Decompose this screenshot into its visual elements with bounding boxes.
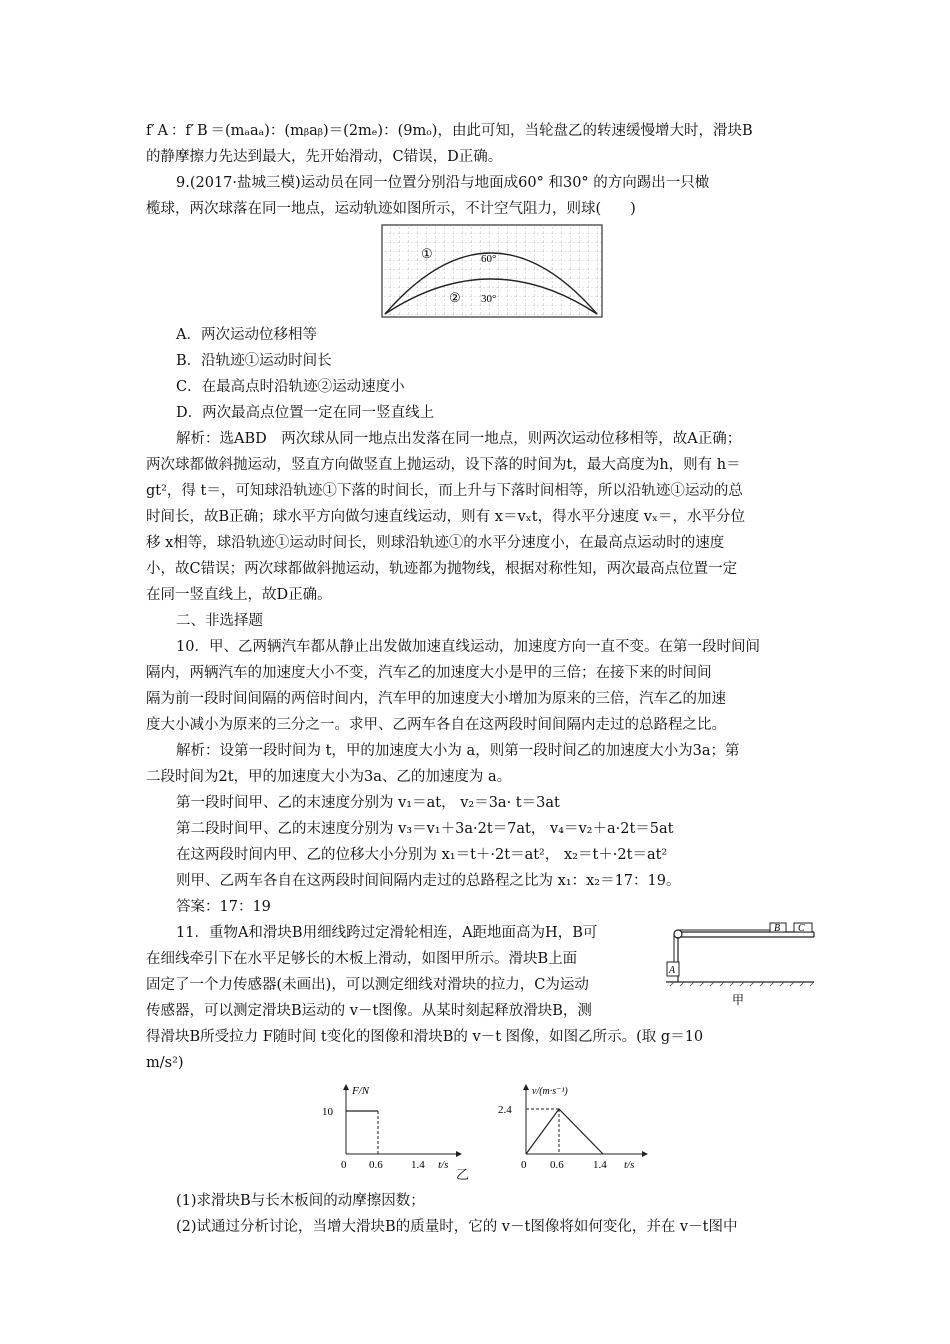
block-b-label: B [774,923,781,934]
velocity-curve [526,1109,603,1154]
x-axis-label: t/s [438,1159,449,1171]
question-10-stem: 隔为前一段时间间隔的两倍时间内，汽车甲的加速度大小增加为原来的三倍，汽车乙的加速 [146,691,726,707]
velocity-time-graph [486,1082,656,1172]
analysis-line: 在同一竖直线上，故D正确。 [146,587,332,603]
y-tick-label: 10 [322,1106,333,1118]
force-time-graph [316,1082,466,1172]
analysis-line: 两次球都做斜抛运动，竖直方向做竖直上抛运动，设下落的时间为t，最大高度为h，则有 h＝ [146,457,741,473]
question-10-stem: 隔内，两辆汽车的加速度大小不变，汽车乙的加速度大小是甲的三倍；在接下来的时间间 [146,665,712,681]
x-tick-label: 0 [341,1159,347,1171]
analysis-line: 二段时间为2t，甲的加速度大小为3a、乙的加速度为 a。 [146,769,512,785]
analysis-line: 移 x相等，球沿轨迹①运动时间长，则球沿轨迹①的水平分速度小，在最高点运动时的速度 [146,535,725,551]
sensor-c-label: C [798,923,805,934]
option-d: D．两次最高点位置一定在同一竖直线上 [176,405,435,421]
section-heading: 二、非选择题 [176,613,263,629]
option-a: A．两次运动位移相等 [176,327,317,343]
analysis-line: 第二段时间甲、乙的末速度分别为 v₃＝v₁＋3a·2t＝7at， v₄＝v₂＋a·2t＝5at [176,821,674,837]
sub-question: (1)求滑块B与长木板间的动摩擦因数； [176,1193,425,1209]
question-11-stem: 在细线牵引下在水平足够长的木板上滑动，如图甲所示。滑块B上面 [146,951,578,967]
analysis-line: 时间长，故B正确；球水平方向做匀速直线运动，则有 x＝vₓt，得水平分速度 vₓ＝，水平分位 [146,509,746,525]
answer-line: 答案：17：19 [176,899,271,915]
option-c: C．在最高点时沿轨迹②运动速度小 [176,379,405,395]
analysis-line: 在这两段时间内甲、乙的位移大小分别为 x₁＝t＋·2t＝at²， x₂＝t＋·2t＝at² [176,847,668,863]
question-9-stem: 9.(2017·盐城三模)运动员在同一位置分别沿与地面成60° 和30° 的方向踢出一只橄 [176,175,710,191]
x-tick-label: 0 [521,1159,527,1171]
x-tick-label: 1.4 [593,1159,607,1171]
question-11-stem: 11．重物A和滑块B用细线跨过定滑轮相连，A距地面高为H，B可 [176,925,598,941]
analysis-line: 解析：设第一段时间为 t，甲的加速度大小为 a，则第一段时间乙的加速度大小为3a；第 [176,743,740,759]
analysis-line: 则甲、乙两车各自在这两段时间间隔内走过的总路程之比为 x₁：x₂＝17：19。 [176,873,681,889]
analysis-line: 第一段时间甲、乙的末速度分别为 v₁＝at， v₂＝3a· t＝3at [176,795,560,811]
question-10-stem: 度大小减小为原来的三分之一。求甲、乙两车各自在这两段时间间隔内走过的总路程之比。 [146,717,726,733]
angle-30-label: 30° [481,293,497,305]
x-tick-label: 0.6 [550,1159,564,1171]
x-tick-label: 0.6 [369,1159,383,1171]
question-10-stem: 10．甲、乙两辆汽车都从静止出发做加速直线运动，加速度方向一直不变。在第一段时间间 [176,639,760,655]
figure-jia-caption: 甲 [732,993,745,1007]
question-11-stem: m/s²) [146,1055,184,1071]
option-b: B．沿轨迹①运动时间长 [176,353,332,369]
question-11-stem: 传感器，可以测定滑块B运动的 v－t图像。从某时刻起释放滑块B，测 [146,1003,592,1019]
text-line: 的静摩擦力先达到最大，先开始滑动，C错误，D正确。 [146,149,503,165]
pulley [674,930,682,938]
trajectory-figure [381,224,605,320]
analysis-line: 小，故C错误；两次球都做斜抛运动，轨迹都为抛物线，根据对称性知，两次最高点位置一定 [146,561,738,577]
weight-a-label: A [669,965,676,976]
question-9-stem: 榄球，两次球落在同一地点，运动轨迹如图所示，不计空气阻力，则球( ) [146,201,636,217]
question-11-stem: 固定了一个力传感器(未画出)，可以测定细线对滑块的拉力，C为运动 [146,977,589,993]
analysis-line: gt²，得 t＝，可知球沿轨迹①下落的时间长，而上升与下落时间相等，所以沿轨迹①运动的总 [146,483,743,499]
y-axis-label: v/(m·s⁻¹) [532,1086,568,1097]
figure-yi-caption: 乙 [456,1168,470,1183]
question-11-block [146,920,814,1076]
graphs-yi-wrap [146,1076,814,1188]
x-axis-label: t/s [624,1159,635,1171]
document-page [146,118,814,1240]
analysis-line: 解析：选ABD 两次球从同一地点出发落在同一地点，则两次运动位移相等，故A正确； [176,431,742,447]
angle-60-label: 60° [481,253,497,265]
y-axis-label: F/N [352,1085,370,1097]
apparatus-figure [666,920,816,1012]
text-line: f′ A ：f′ B ＝(mₐaₐ)：(mᵦaᵦ)＝(2mₑ)：(9mₒ)，由此可知，当轮盘乙的转速缓慢增大时，滑块B [146,123,753,139]
y-tick-label: 2.4 [498,1104,512,1116]
trajectory-1-label: ① [421,246,433,261]
trajectory-figure-wrap [146,222,814,322]
question-11-stem: 得滑块B所受拉力 F随时间 t变化的图像和滑块B的 v－t 图像，如图乙所示。(取 g＝10 [146,1029,704,1045]
sub-question: (2)试通过分析讨论，当增大滑块B的质量时，它的 v－t图像将如何变化，并在 v－t图中 [176,1219,738,1235]
x-tick-label: 1.4 [411,1159,425,1171]
trajectory-2-label: ② [449,290,461,305]
